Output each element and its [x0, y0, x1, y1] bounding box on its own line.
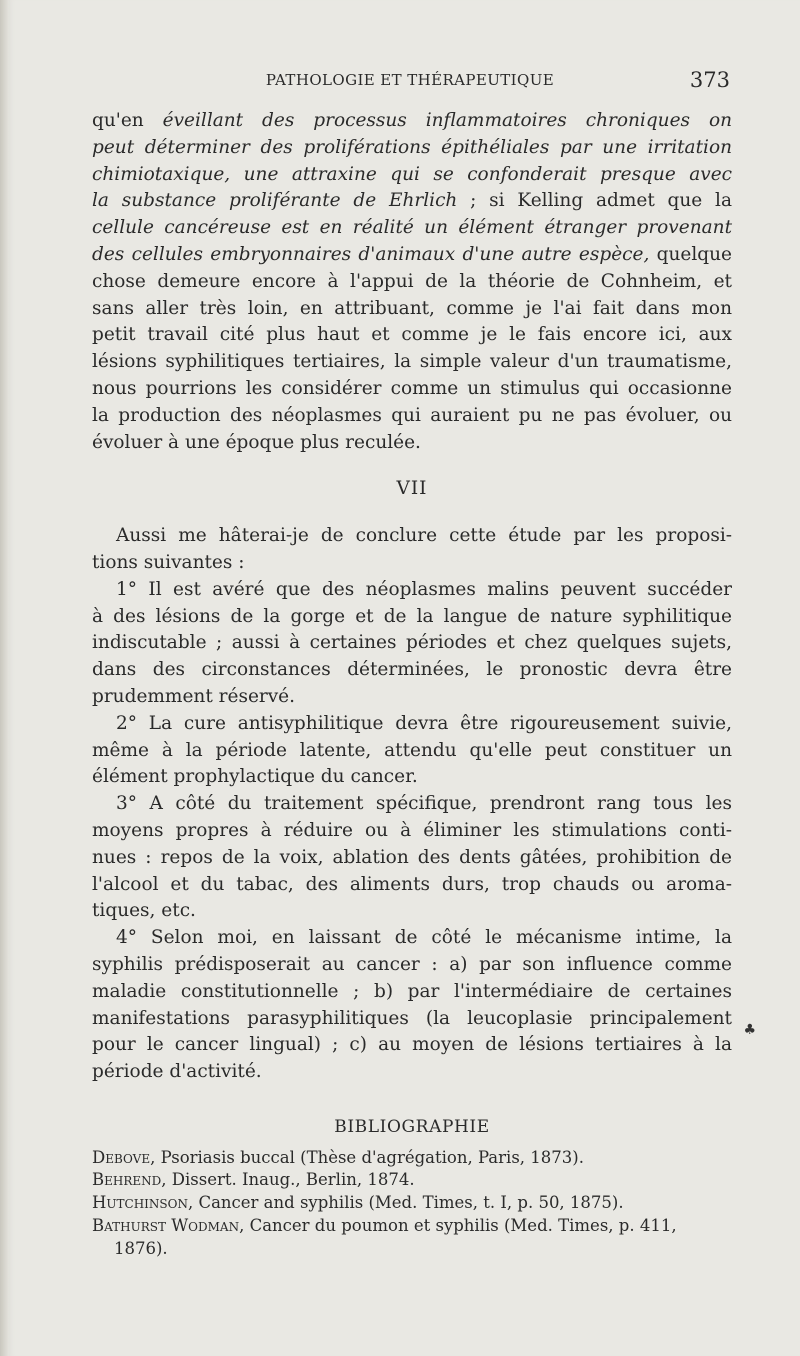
text-segment: peut déterminer des proliférations épithéliales par une irritation [92, 136, 732, 158]
bibliography-reference: , Psoriasis buccal (Thèse d'agrégation, Paris, 1873). [150, 1147, 584, 1167]
margin-mark: ♣ [743, 1022, 756, 1038]
page-number: 373 [689, 68, 730, 92]
bibliography-list [92, 1147, 732, 1261]
text-line [92, 135, 732, 162]
text-line: période d'activité. [92, 1061, 262, 1083]
text-line: indiscutable ; aussi à certaines périodes et chez quelques sujets, [92, 632, 732, 654]
text-line [92, 430, 732, 457]
text-line: prudemment réservé. [92, 685, 296, 707]
text-segment: éveillant des processus inflammatoires chroniques on [162, 110, 732, 131]
paragraph-point-2 [92, 711, 732, 791]
text-line [92, 403, 732, 430]
text-segment: quelque [649, 243, 732, 265]
running-title: PATHOLOGIE ET THÉRAPEUTIQUE [265, 71, 555, 89]
bibliography-entry [92, 1169, 732, 1192]
text-line: 3° A côté du traitement spécifique, prendront rang tous les [116, 793, 732, 815]
text-segment: lésions syphilitiques tertiaires, la simple valeur d'un traumatisme, [92, 351, 732, 373]
bibliography-entry [92, 1147, 732, 1170]
text-segment: la substance proliférante de Ehrlich [92, 190, 458, 212]
text-line: maladie constitutionnelle ; b) par l'intermédiaire de certaines [92, 980, 732, 1002]
text-line: tiques, etc. [92, 900, 196, 922]
bibliography-reference: , Cancer and syphilis (Med. Times, t. I, p. 50, 1875). [187, 1193, 624, 1213]
text-line: syphilis prédisposerait au cancer : a) par son influence comme [92, 953, 732, 975]
paragraph-point-1 [92, 577, 732, 711]
text-segment: la production des néoplasmes qui auraient pu ne pas évoluer, ou [92, 404, 732, 426]
text-line: pour le cancer lingual) ; c) au moyen de lésions tertiaires à la [92, 1034, 732, 1056]
text-line: 4° Selon moi, en laissant de côté le mécanisme intime, la [116, 927, 732, 949]
bibliography-reference: , Dissert. Inaug., Berlin, 1874. [161, 1170, 415, 1190]
text-line [92, 162, 732, 189]
bibliography-author: Bathurst Wodman [92, 1216, 240, 1236]
bibliography-reference: , Cancer du poumon et syphilis (Med. Times, p. 411, [239, 1216, 677, 1236]
paragraph-intro [92, 523, 732, 577]
bibliography-heading: BIBLIOGRAPHIE [334, 1116, 490, 1137]
text-line [92, 269, 732, 296]
binding-edge [0, 0, 9, 1356]
text-line: l'alcool et du tabac, des aliments durs, trop chauds ou aroma- [92, 873, 732, 895]
text-segment: chimiotaxique, une attraxine qui se confonderait presque avec [92, 163, 732, 185]
text-segment: évoluer à une époque plus reculée. [92, 431, 421, 453]
text-line [92, 108, 732, 135]
text-line: même à la période latente, attendu qu'elle peut constituer un [92, 739, 732, 761]
text-line: Aussi me hâterai-je de conclure cette étude par les proposi- [116, 525, 732, 547]
text-line: élément prophylactique du cancer. [92, 766, 418, 788]
text-line [92, 215, 732, 242]
section-number: VII [396, 478, 428, 500]
text-line: nues : repos de la voix, ablation des dents gâtées, prohibition de [92, 846, 732, 868]
text-line [92, 349, 732, 376]
text-segment: cellule cancéreuse est en réalité un élément étranger provenant [92, 217, 732, 239]
text-line [92, 296, 732, 323]
paragraph-point-3 [92, 791, 732, 925]
text-line: dans des circonstances déterminées, le pronostic devra être [92, 659, 732, 681]
text-segment: petit travail cité plus haut et comme je le fais encore ici, aux [92, 324, 732, 346]
text-line [92, 322, 732, 349]
bibliography-entry [92, 1192, 732, 1215]
text-line: à des lésions de la gorge et de la langue de nature syphilitique [92, 605, 732, 627]
text-segment: chose demeure encore à l'appui de la théorie de Cohnheim, et [92, 270, 732, 292]
body-text [92, 108, 732, 1261]
text-line: 1° Il est avéré que des néoplasmes malins peuvent succéder [116, 578, 732, 600]
bibliography-author: Hutchinson [92, 1193, 188, 1213]
bibliography-author: Debove [92, 1147, 151, 1167]
text-line: 2° La cure antisyphilitique devra être rigoureusement suivie, [116, 712, 732, 734]
running-head [90, 68, 730, 92]
text-line: tions suivantes : [92, 551, 245, 573]
text-line [92, 376, 732, 403]
text-line: moyens propres à réduire ou à éliminer les stimulations conti- [92, 819, 732, 841]
bibliography-author: Behrend [92, 1170, 162, 1190]
text-segment: qu'en [92, 110, 163, 131]
bibliography-entry [92, 1215, 732, 1238]
text-line [92, 188, 732, 215]
paragraph-continuation [92, 108, 732, 456]
text-segment: nous pourrions les considérer comme un stimulus qui occasionne [92, 377, 732, 399]
bibliography-continuation: 1876). [114, 1238, 168, 1258]
text-segment: ; si Kelling admet que la [457, 190, 732, 212]
text-line: manifestations parasyphilitiques (la leucoplasie principalement [92, 1007, 732, 1029]
text-line [92, 242, 732, 269]
text-segment: sans aller très loin, en attribuant, comme je l'ai fait dans mon [92, 297, 732, 319]
text-segment: des cellules embryonnaires d'animaux d'une autre espèce, [92, 243, 650, 265]
paragraph-point-4 [92, 925, 732, 1086]
